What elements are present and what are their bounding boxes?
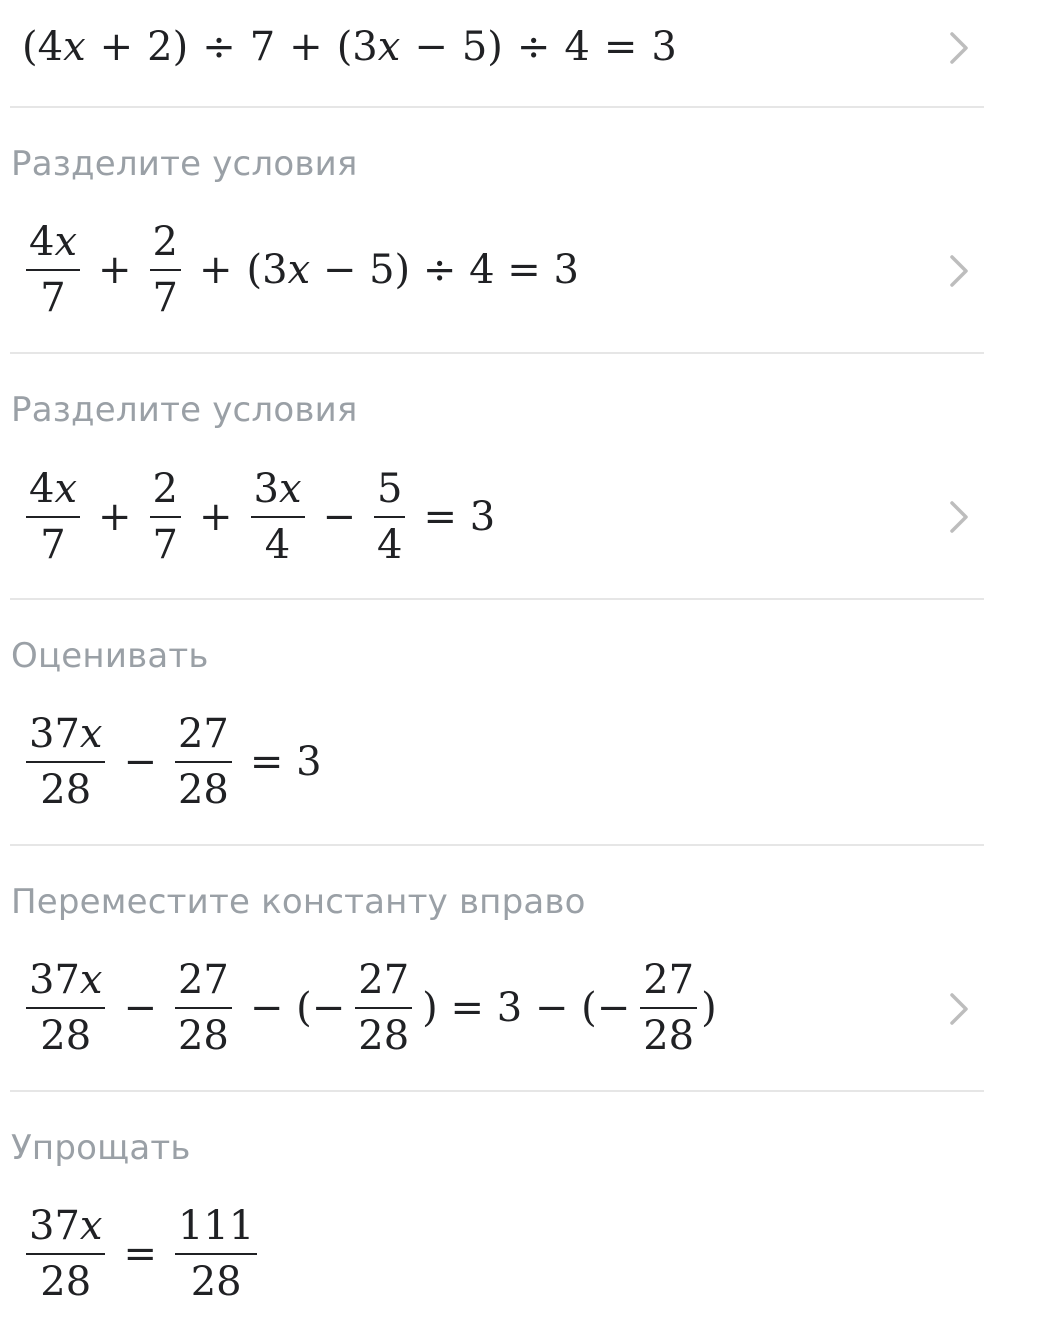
- fraction-numerator: 27: [177, 711, 229, 757]
- fraction-denominator: 28: [358, 1013, 410, 1059]
- expr-operator: +: [98, 247, 132, 293]
- fraction-bar: [175, 761, 232, 763]
- expr-token: 5): [461, 24, 503, 70]
- fraction-bar: [26, 516, 80, 518]
- fraction-bar: [175, 1253, 257, 1255]
- expr-token: − (−: [249, 985, 346, 1031]
- fraction-bar: [26, 1007, 105, 1009]
- step-divider: [10, 106, 984, 108]
- expr-operator: +: [98, 494, 132, 540]
- fraction-bar: [251, 516, 305, 518]
- step-divider: [10, 352, 984, 354]
- fraction: [26, 464, 80, 570]
- step-title: Разделите условия: [11, 390, 358, 430]
- step-title: Разделите условия: [11, 144, 358, 184]
- step-expression-move-constant[interactable]: [22, 952, 717, 1064]
- fraction: [26, 709, 105, 815]
- expr-token: 3: [651, 24, 677, 70]
- fraction-numerator: 3x: [253, 466, 302, 512]
- step-title: Упрощать: [11, 1128, 191, 1168]
- fraction-numerator: 2: [152, 219, 178, 265]
- step-expression-split-1[interactable]: [22, 214, 579, 326]
- fraction-denominator: 28: [40, 1013, 92, 1059]
- expr-token: ) = 3 − (−: [422, 985, 631, 1031]
- fraction-bar: [355, 1007, 412, 1009]
- step-divider: [10, 844, 984, 846]
- expr-token: 4: [564, 24, 590, 70]
- step-expression-simplify[interactable]: [22, 1198, 261, 1310]
- fraction-denominator: 28: [643, 1013, 695, 1059]
- fraction-bar: [175, 1007, 232, 1009]
- step-expression-original[interactable]: [22, 22, 677, 72]
- fraction-bar: [374, 516, 405, 518]
- fraction: [150, 464, 181, 570]
- fraction: [355, 955, 412, 1061]
- step-title: Оценивать: [11, 636, 209, 676]
- fraction: [374, 464, 405, 570]
- fraction-denominator: 28: [40, 1259, 92, 1305]
- expr-operator: ÷: [202, 24, 236, 70]
- expr-operator: +: [198, 247, 233, 293]
- fraction-bar: [26, 761, 105, 763]
- chevron-right-icon[interactable]: [944, 497, 974, 537]
- expr-token: (4: [22, 24, 64, 70]
- fraction-numerator: 27: [177, 957, 229, 1003]
- expr-operator: =: [123, 1231, 157, 1277]
- expr-token: 7: [249, 24, 276, 70]
- fraction-numerator: 27: [358, 957, 410, 1003]
- chevron-right-icon[interactable]: [944, 28, 974, 68]
- fraction-bar: [640, 1007, 697, 1009]
- fraction: [150, 217, 181, 323]
- expr-token: = 3: [249, 739, 322, 785]
- expr-operator: =: [603, 24, 638, 70]
- expr-operator: −: [322, 494, 357, 540]
- step-divider: [10, 1090, 984, 1092]
- step-divider: [10, 598, 984, 600]
- expr-operator: −: [414, 24, 448, 70]
- fraction: [26, 217, 80, 323]
- expr-operator: +: [198, 494, 233, 540]
- fraction-numerator: 37x: [29, 957, 103, 1003]
- fraction-numerator: 111: [177, 1203, 255, 1249]
- fraction-denominator: 4: [377, 522, 403, 568]
- fraction-numerator: 37x: [29, 711, 103, 757]
- fraction-denominator: 7: [152, 275, 178, 321]
- fraction-bar: [26, 269, 80, 271]
- fraction-numerator: 4x: [29, 466, 78, 512]
- fraction-denominator: 7: [152, 522, 178, 568]
- expr-operator: −: [123, 739, 157, 785]
- expr-operator: ÷: [516, 24, 551, 70]
- fraction-numerator: 5: [377, 466, 403, 512]
- fraction-denominator: 7: [40, 275, 66, 321]
- step-expression-split-2[interactable]: [22, 461, 495, 573]
- fraction: [640, 955, 697, 1061]
- fraction-numerator: 37x: [29, 1203, 103, 1249]
- fraction-bar: [150, 269, 181, 271]
- chevron-right-icon[interactable]: [944, 989, 974, 1029]
- fraction: [26, 955, 105, 1061]
- fraction-bar: [150, 516, 181, 518]
- expr-token: (3: [336, 24, 378, 70]
- expr-token: = 3: [423, 494, 496, 540]
- expr-token: 2): [147, 24, 189, 70]
- expr-token: ): [701, 985, 717, 1031]
- fraction-denominator: 28: [40, 767, 92, 813]
- expr-token: (3x − 5) ÷ 4 = 3: [246, 247, 579, 293]
- fraction-bar: [26, 1253, 105, 1255]
- expr-operator: +: [99, 24, 134, 70]
- expr-operator: −: [123, 985, 157, 1031]
- fraction: [175, 1201, 257, 1307]
- step-expression-evaluate[interactable]: [22, 706, 322, 818]
- chevron-right-icon[interactable]: [944, 251, 974, 291]
- fraction-numerator: 27: [643, 957, 695, 1003]
- fraction: [175, 955, 232, 1061]
- fraction: [26, 1201, 105, 1307]
- fraction: [175, 709, 232, 815]
- step-title: Переместите константу вправо: [11, 882, 586, 922]
- expr-operator: +: [289, 24, 323, 70]
- fraction-denominator: 28: [177, 1013, 229, 1059]
- fraction-numerator: 4x: [29, 219, 78, 265]
- fraction: [251, 464, 305, 570]
- fraction-denominator: 7: [40, 522, 66, 568]
- expr-variable: x: [63, 24, 86, 70]
- expr-variable: x: [377, 24, 401, 70]
- fraction-denominator: 28: [177, 767, 229, 813]
- fraction-numerator: 2: [152, 466, 178, 512]
- fraction-denominator: 4: [264, 522, 291, 568]
- fraction-denominator: 28: [190, 1259, 242, 1305]
